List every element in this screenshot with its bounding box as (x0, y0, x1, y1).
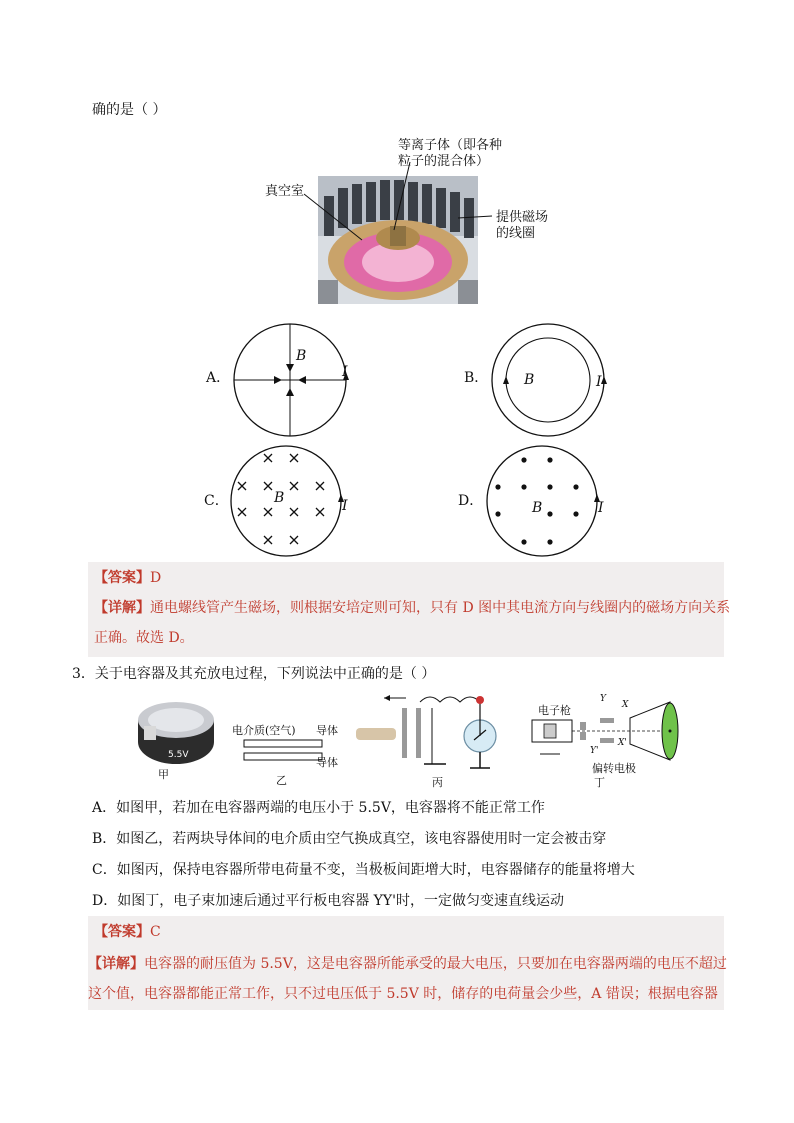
q3-answer-block (88, 916, 727, 1010)
option-b-i-label: I (596, 374, 602, 390)
ding-x2-label: X' (618, 738, 627, 748)
electrometer-setup (356, 688, 506, 774)
q3-detail-line-2 (88, 984, 718, 1004)
q3-option-a: A．如图甲，若加在电容器两端的电压小于 5.5V，电容器将不能正常工作 (92, 800, 545, 816)
option-c-diagram (228, 444, 348, 560)
q2-detail-text-1: 通电螺线管产生磁场，则根据安培定则可知，只有 D 图中其电流方向与线圈内的磁场方向关系 (150, 600, 731, 616)
q3-option-c: C．如图丙，保持电容器所带电荷量不变，当极板间距增大时，电容器储存的能量将增大 (92, 862, 635, 878)
option-d-i-label: I (598, 500, 604, 516)
option-d-b-label: B (532, 500, 543, 516)
option-a-i-label: I (342, 364, 348, 380)
q3-option-d: D．如图丁，电子束加速后通过平行板电容器 YY'时，一定做匀变速直线运动 (92, 893, 565, 909)
yi-conductor-top: 导体 (316, 724, 338, 737)
option-a-figure (202, 322, 372, 440)
q2-answer-line (94, 568, 161, 588)
fig-bing-label: 丙 (432, 776, 443, 789)
q2-answer-block (88, 562, 731, 657)
capacitor-label: 5.5V (168, 750, 189, 760)
q2-answer-value: D (150, 570, 162, 586)
option-b-diagram (490, 322, 610, 440)
fig-ding-label: 丁 (594, 776, 605, 789)
option-d-figure (458, 444, 628, 560)
label-vacuum: 真空室 (265, 184, 305, 199)
yi-dielectric-label: 电介质(空气) (232, 724, 296, 737)
q3-answer-value: C (150, 924, 161, 940)
q3-answer-line (94, 922, 161, 942)
ding-y2-label: Y' (590, 746, 599, 756)
option-d-diagram (484, 444, 604, 560)
option-c-figure (202, 444, 372, 560)
option-b-figure (460, 322, 630, 440)
fig-yi-label: 乙 (276, 774, 287, 787)
option-c-b-label: B (274, 490, 285, 506)
q2-detail-line-1 (94, 598, 730, 618)
q3-answer-tag: 【答案】 (94, 924, 150, 940)
q3-detail-line-1 (88, 954, 727, 974)
q2-detail-tag: 【详解】 (94, 600, 150, 616)
question-stem-tail: 确的是（ ） (92, 102, 167, 118)
ding-plate-label: 偏转电极 (592, 762, 636, 775)
label-plasma-2: 粒子的混合体） (398, 154, 490, 169)
option-d-letter: D． (458, 493, 484, 509)
option-a-b-label: B (296, 348, 307, 364)
label-coil-1: 提供磁场 (496, 210, 549, 225)
label-plasma-1: 等离子体（即各种 (398, 138, 503, 153)
option-b-b-label: B (524, 372, 535, 388)
q3-detail-tag: 【详解】 (88, 956, 144, 972)
fig-jia-label: 甲 (158, 768, 169, 781)
label-coil-2: 的线圈 (496, 226, 536, 241)
ding-y-label: Y (600, 694, 606, 704)
option-c-i-label: I (342, 498, 348, 514)
yi-conductor-bottom: 导体 (316, 756, 338, 769)
q3-figures (128, 688, 688, 792)
option-a-letter: A． (206, 370, 231, 386)
q3-detail-text-2: 这个值，电容器都能正常工作，只不过电压低于 5.5V 时，储存的电荷量会少些，A 错误；根据电容器 (88, 986, 718, 1002)
q3-stem: 3．关于电容器及其充放电过程，下列说法中正确的是（ ） (72, 666, 436, 682)
ding-gun-label: 电子枪 (538, 704, 571, 717)
option-a-diagram (232, 322, 352, 440)
q2-answer-tag: 【答案】 (94, 570, 150, 586)
q3-detail-text-1: 电容器的耐压值为 5.5V，这是电容器所能承受的最大电压，只要加在电容器两端的电压不超过 (144, 956, 727, 972)
option-b-letter: B． (464, 370, 489, 386)
q3-option-b: B．如图乙，若两块导体间的电介质由空气换成真空，该电容器使用时一定会被击穿 (92, 831, 607, 847)
q2-detail-text-2: 正确。故选 D。 (94, 630, 194, 646)
option-c-letter: C． (204, 493, 229, 509)
tokamak-figure (262, 130, 562, 310)
ding-x-label: X (622, 700, 629, 710)
q2-detail-line-2 (94, 628, 194, 648)
